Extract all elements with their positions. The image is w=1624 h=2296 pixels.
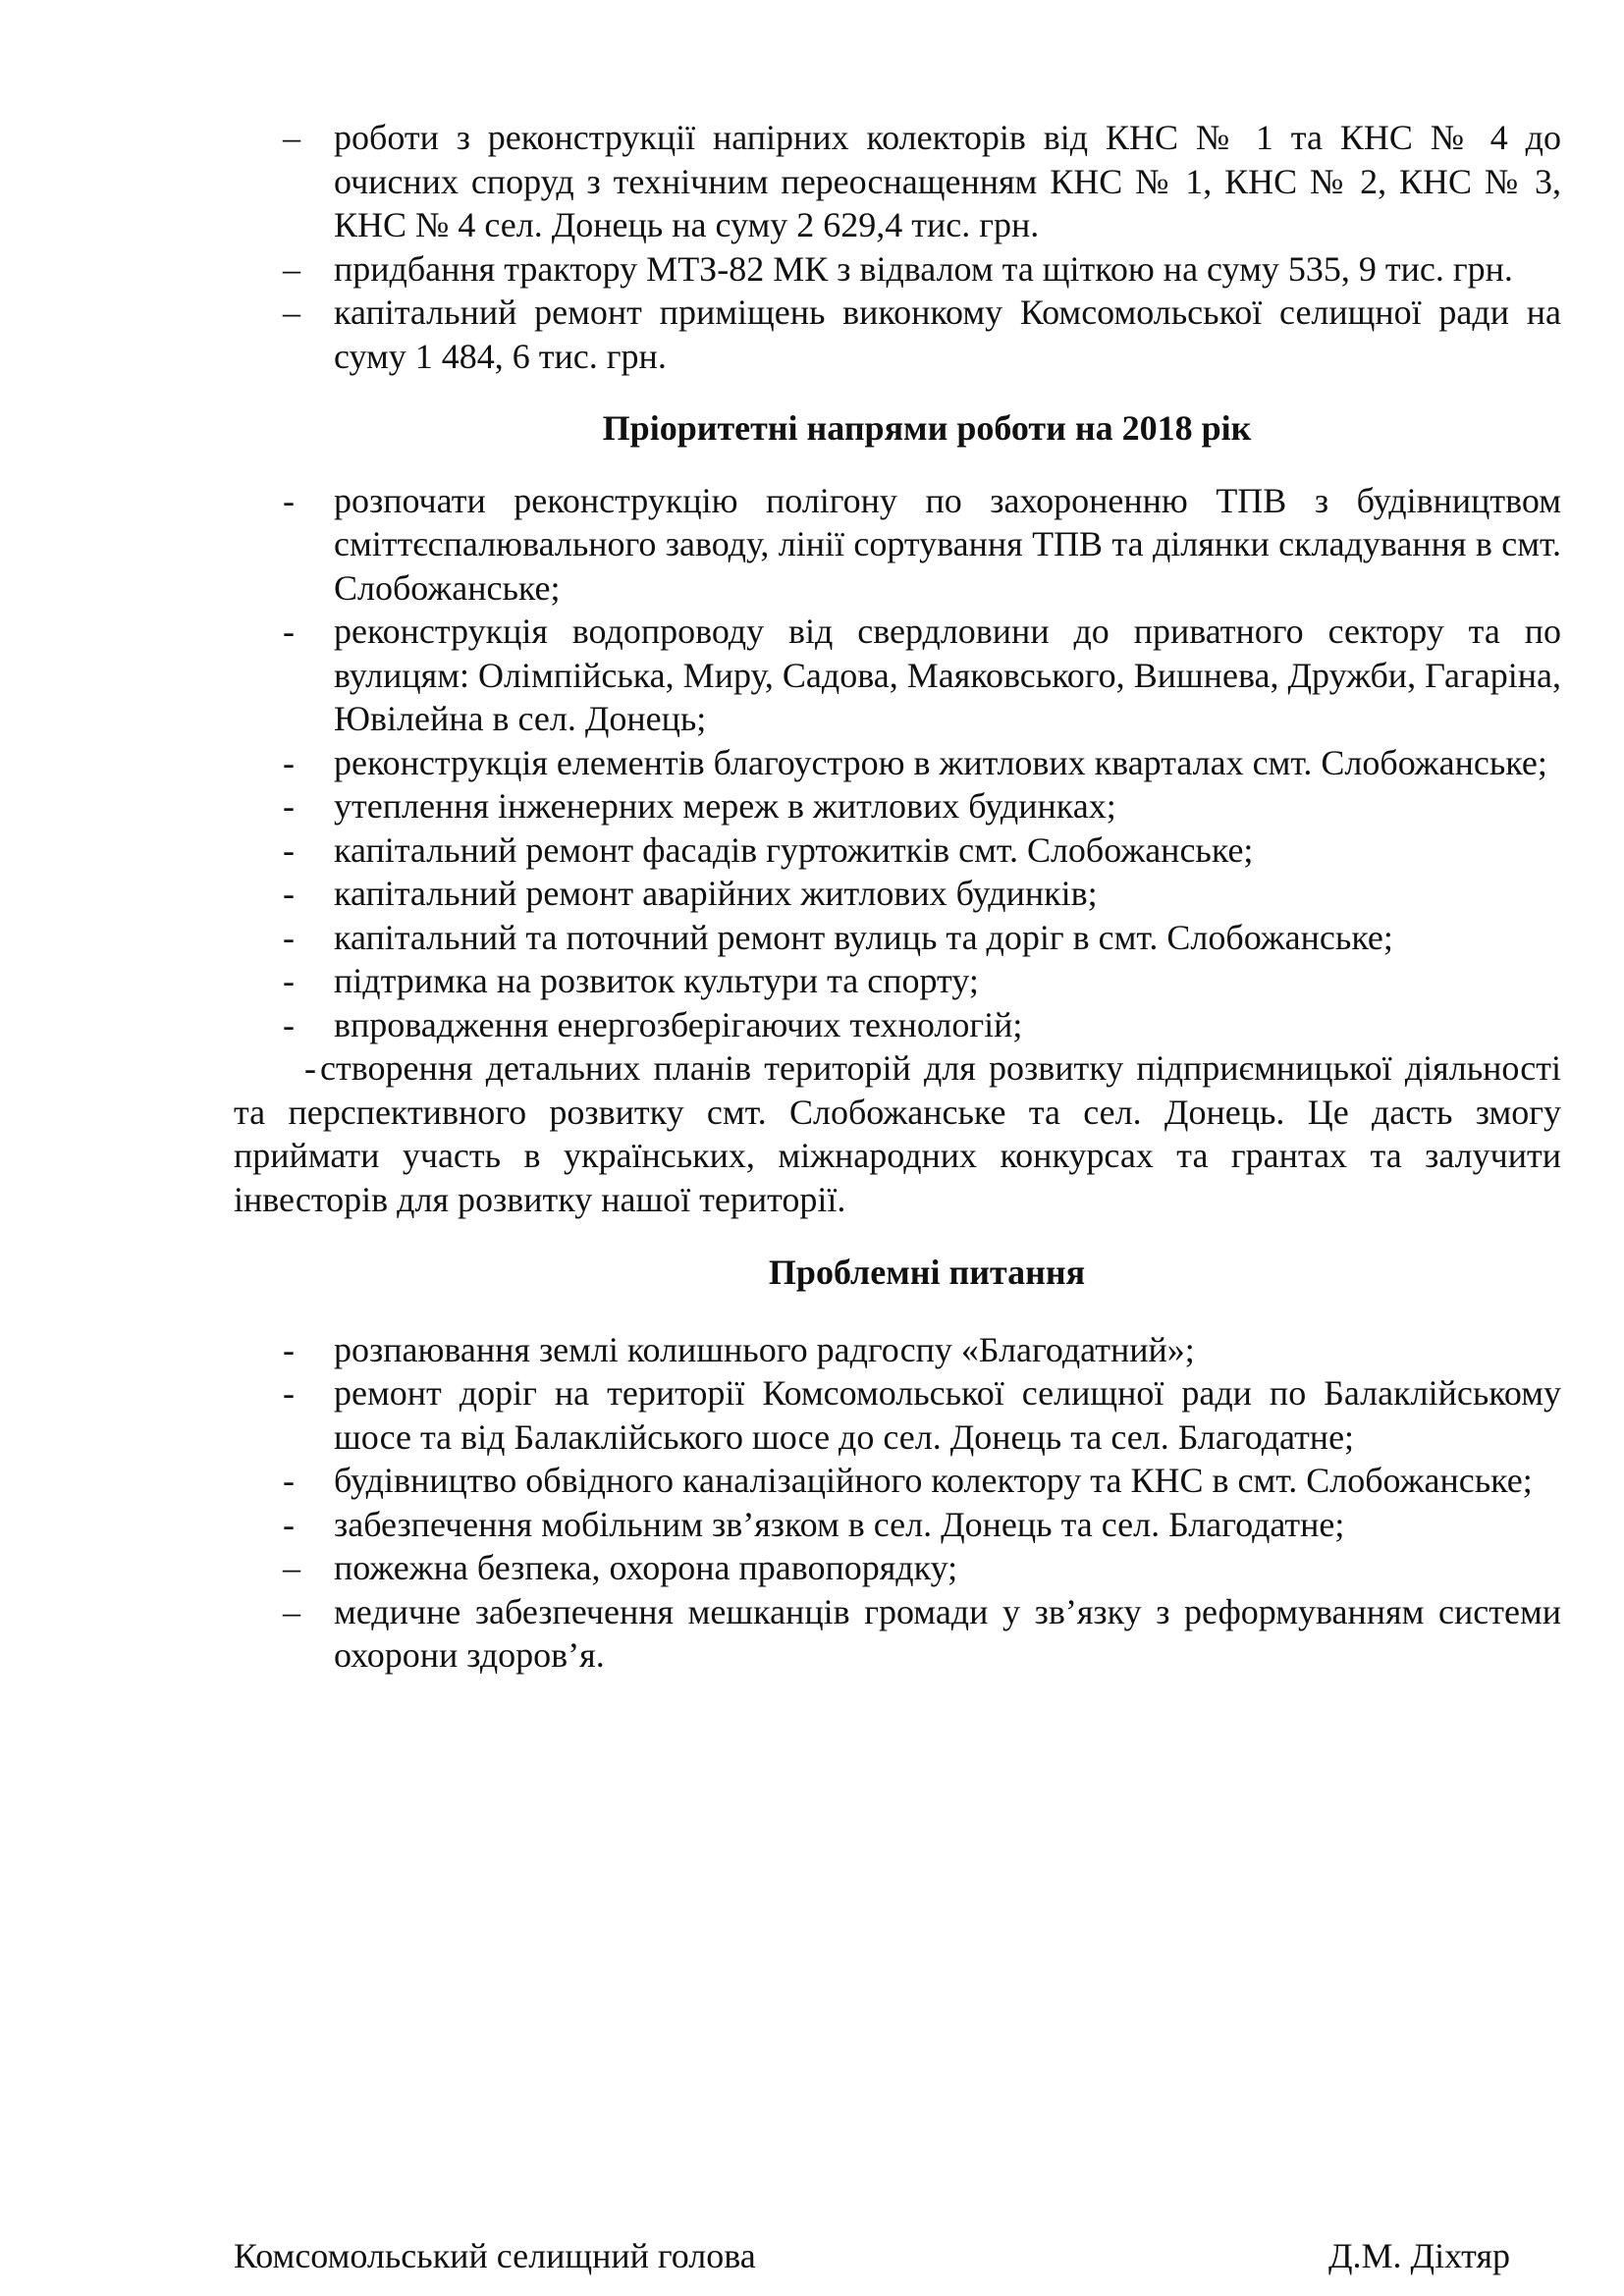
list-item-text: розпочати реконструкцію полігону по захороненню ТПВ з будівництвом сміттєспалювального заводу, лінії сортування ТПВ та ділянки складування в смт. Слобожанське; xyxy=(334,480,1561,608)
list-item xyxy=(234,1459,1561,1503)
list-item xyxy=(234,291,1561,378)
paragraph-marker: - xyxy=(304,1048,316,1088)
list-item-text: капітальний ремонт фасадів гуртожитків смт. Слобожанське; xyxy=(334,829,1254,870)
problems-list xyxy=(234,1328,1561,1678)
list-item-text: забезпечення мобільним зв’язком в сел. Донець та сел. Благодатне; xyxy=(334,1504,1345,1544)
list-item xyxy=(234,1328,1561,1372)
list-marker: - xyxy=(283,612,295,651)
list-item-text: медичне забезпечення мешканців громади у зв’язку з реформуванням системи охорони здоров’я. xyxy=(334,1591,1561,1675)
signature-name: Д.М. Діхтяр xyxy=(1327,2236,1510,2275)
list-item-text: придбання трактору МТЗ-82 МК з відвалом та щіткою на суму 535, 9 тис. грн. xyxy=(334,248,1513,289)
priorities-paragraph xyxy=(234,1046,1561,1221)
intro-list xyxy=(234,116,1561,378)
list-marker: - xyxy=(283,480,295,520)
list-item-text: пожежна безпека, охорона правопорядку; xyxy=(334,1548,958,1587)
list-marker: – xyxy=(283,248,300,289)
list-item-text: капітальний ремонт приміщень виконкому Комсомольської селищної ради на суму 1 484, 6 тис. грн. xyxy=(334,293,1561,376)
list-item xyxy=(234,872,1561,916)
list-item xyxy=(234,1003,1561,1047)
priorities-list xyxy=(234,479,1561,1047)
list-item xyxy=(234,828,1561,873)
signature-position: Комсомольський селищний голова xyxy=(234,2236,756,2275)
list-item xyxy=(234,1503,1561,1547)
list-marker: - xyxy=(283,961,295,1000)
document-body xyxy=(234,116,1561,1678)
list-marker: - xyxy=(283,917,295,957)
list-marker: - xyxy=(283,1504,295,1544)
list-item xyxy=(234,784,1561,828)
list-item-text: роботи з реконструкції напірних колекторів від КНС № 1 та КНС № 4 до очисних споруд з технічним переоснащенням КНС № 1, КНС № 2, КНС № 3, КНС № 4 сел. Донець на суму 2 629,4 тис. грн. xyxy=(334,118,1561,244)
list-marker: – xyxy=(283,118,300,157)
list-item-text: реконструкція елементів благоустрою в житлових кварталах смт. Слобожанське; xyxy=(334,742,1547,782)
list-item xyxy=(234,916,1561,960)
list-item-text: будівництво обвідного каналізаційного колектору та КНС в смт. Слобожанське; xyxy=(334,1461,1533,1500)
list-item-text: впровадження енергозберігаючих технологій; xyxy=(334,1004,1023,1044)
list-marker: - xyxy=(283,786,295,826)
list-item xyxy=(234,247,1561,292)
list-marker: - xyxy=(283,829,295,870)
paragraph-text: створення детальних планів територій для розвитку підприємницької діяльності та перспективного розвитку смт. Слобожанське та сел. Донець. Це дасть змогу приймати участь в українських, міжнародних конкурсах та грантах та залучити інвесторів для розвитку нашої території. xyxy=(234,1048,1561,1219)
list-item xyxy=(234,479,1561,611)
list-item xyxy=(234,1546,1561,1590)
list-item xyxy=(234,741,1561,785)
list-item xyxy=(234,116,1561,247)
list-item-text: підтримка на розвиток культури та спорту; xyxy=(334,961,979,1000)
list-marker: - xyxy=(283,1373,295,1413)
list-item-text: капітальний ремонт аварійних житлових будинків; xyxy=(334,874,1098,913)
list-marker: – xyxy=(283,1548,300,1587)
list-item-text: розпаювання землі колишнього радгоспу «Благодатний»; xyxy=(334,1329,1195,1369)
list-item-text: реконструкція водопроводу від свердловини до приватного сектору та по вулицям: Олімпійська, Миру, Садова, Маяковського, Вишнева, Дружби, Гагаріна, Ювілейна в сел. Донець; xyxy=(334,612,1561,738)
list-item-text: утеплення інженерних мереж в житлових будинках; xyxy=(334,786,1116,826)
list-marker: – xyxy=(283,1591,300,1631)
list-marker: - xyxy=(283,1461,295,1500)
list-marker: - xyxy=(283,742,295,782)
list-item-text: капітальний та поточний ремонт вулиць та доріг в смт. Слобожанське; xyxy=(334,917,1393,957)
list-item-text: ремонт доріг на території Комсомольської селищної ради по Балаклійському шосе та від Балаклійського шосе до сел. Донець та сел. Благодатне; xyxy=(334,1373,1561,1457)
problems-heading: Проблемні питання xyxy=(768,1253,1086,1292)
list-marker: - xyxy=(283,1329,295,1369)
list-marker: - xyxy=(283,1004,295,1044)
list-item xyxy=(234,1590,1561,1678)
list-item xyxy=(234,1371,1561,1459)
list-item xyxy=(234,610,1561,741)
priorities-heading: Пріоритетні напрями роботи на 2018 рік xyxy=(602,408,1252,448)
list-marker: – xyxy=(283,293,300,332)
list-item xyxy=(234,959,1561,1003)
list-marker: - xyxy=(283,874,295,913)
